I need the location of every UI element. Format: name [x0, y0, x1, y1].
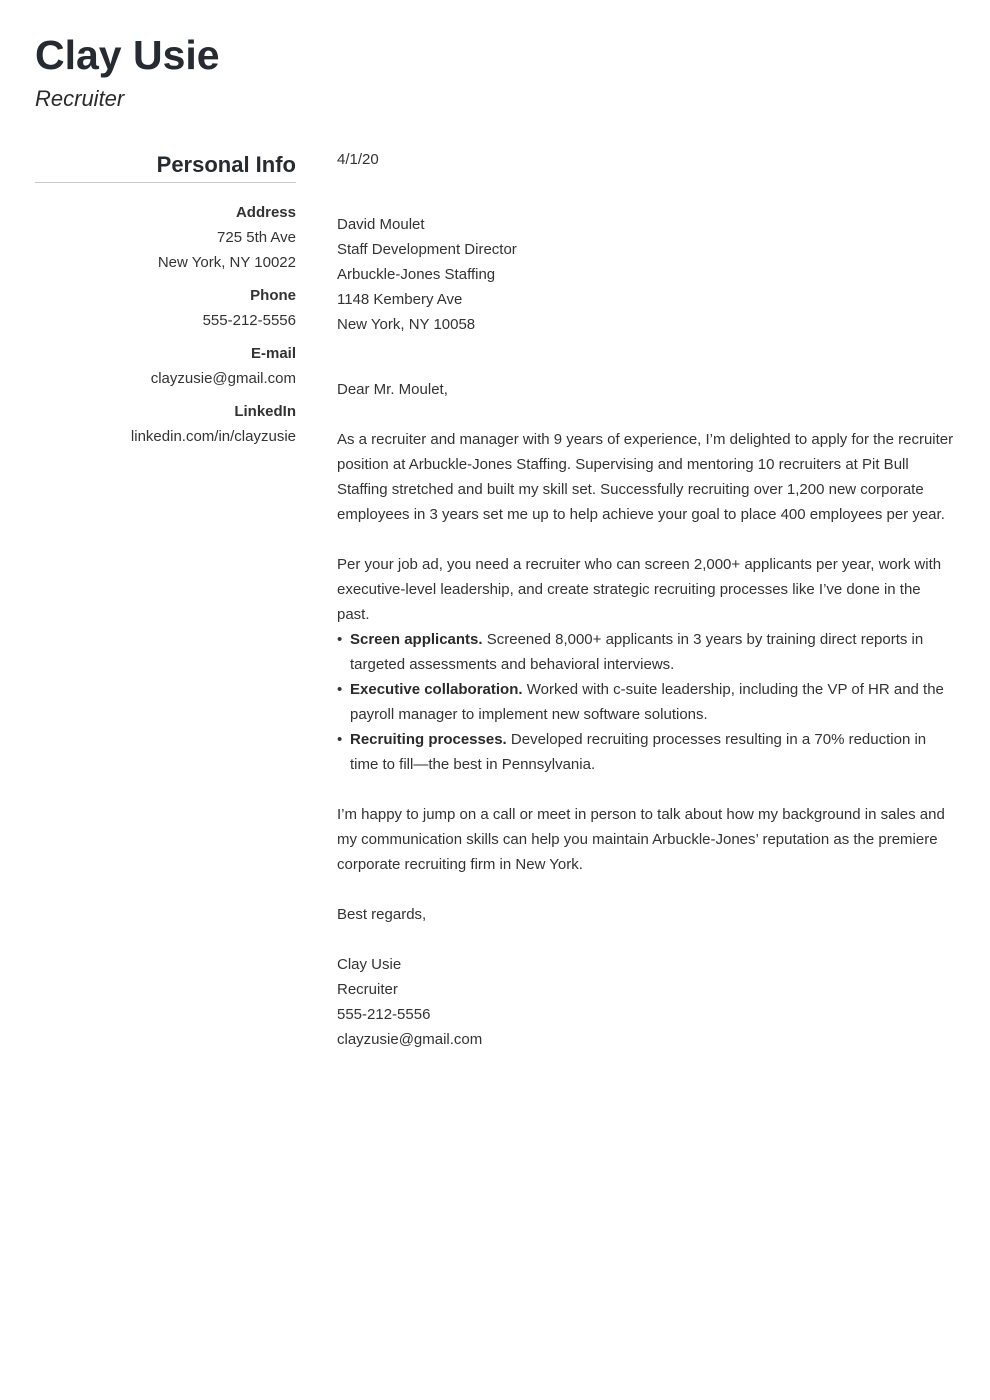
closing-phrase: Best regards, [337, 906, 427, 923]
signature-block [337, 952, 957, 1052]
linkedin-label: LinkedIn [234, 403, 296, 420]
email-block [35, 341, 296, 391]
cover-letter-body [337, 147, 957, 1052]
bullet-text: Screened 8,000+ applicants in 3 years by training direct reports in targeted assessments and behavioral interviews. [350, 631, 924, 673]
address-label: Address [235, 204, 296, 221]
bullet-icon: • [337, 731, 343, 748]
bullet-text: Worked with c-suite leadership, including the VP of HR and the payroll manager to implement new software solutions. [350, 681, 944, 723]
bullet-heading: Executive collaboration. [350, 681, 523, 698]
salutation: Dear Mr. Moulet, [337, 381, 448, 398]
list-item [337, 727, 957, 777]
bullet-heading: Screen applicants. [350, 631, 483, 648]
list-item [337, 627, 957, 677]
resume-header [35, 30, 220, 112]
recipient-name: David Moulet [337, 216, 425, 233]
personal-info-sidebar [35, 150, 296, 449]
paragraph-closing: I’m happy to jump on a call or meet in person to talk about how my background in sales and my communication skills can help you maintain Arbuckle-Jones’ reputation as the premiere corporate recruiting firm in New York. [337, 806, 945, 873]
phone-value: 555-212-5556 [202, 312, 296, 329]
recipient-company: Arbuckle-Jones Staffing [337, 266, 496, 283]
linkedin-block [35, 399, 296, 449]
phone-block [35, 283, 296, 333]
bullet-icon: • [337, 681, 343, 698]
recipient-position: Staff Development Director [337, 241, 517, 258]
letter-date: 4/1/20 [337, 151, 379, 168]
bullet-text: Developed recruiting processes resulting in a 70% reduction in time to fill—the best in Pennsylvania. [350, 731, 927, 773]
signature-phone: 555-212-5556 [337, 1006, 431, 1023]
signature-title: Recruiter [337, 981, 398, 998]
email-label: E-mail [250, 345, 296, 362]
applicant-title: Recruiter [35, 86, 125, 111]
recipient-street: 1148 Kembery Ave [337, 291, 463, 308]
recipient-block [337, 212, 957, 337]
phone-label: Phone [250, 287, 296, 304]
personal-info-heading: Personal Info [35, 150, 296, 183]
bullet-heading: Recruiting processes. [350, 731, 507, 748]
paragraph-requirements: Per your job ad, you need a recruiter who can screen 2,000+ applicants per year, work with executive-level leadership, and create strategic recruiting processes like I’ve done in the past. [337, 556, 942, 623]
address-line1: 725 5th Ave [217, 229, 296, 246]
recipient-city: New York, NY 10058 [337, 316, 476, 333]
signature-email[interactable]: clayzusie@gmail.com [337, 1031, 483, 1048]
linkedin-value[interactable]: linkedin.com/in/clayzusie [130, 428, 296, 445]
paragraph-intro: As a recruiter and manager with 9 years of experience, I’m delighted to apply for the recruiter position at Arbuckle-Jones Staffing. Supervising and mentoring 10 recruiters at Pit Bull Staffing stretched and built my skill set. Successfully recruiting over 1,200 new corporate employees in 3 years set me up to help achieve your goal to place 400 employees per year. [337, 431, 954, 523]
achievement-list [337, 627, 957, 777]
bullet-icon: • [337, 631, 343, 648]
applicant-name: Clay Usie [35, 32, 220, 78]
email-value[interactable]: clayzusie@gmail.com [150, 370, 296, 387]
list-item [337, 677, 957, 727]
address-line2: New York, NY 10022 [157, 254, 296, 271]
signature-name: Clay Usie [337, 956, 402, 973]
address-block [35, 200, 296, 275]
